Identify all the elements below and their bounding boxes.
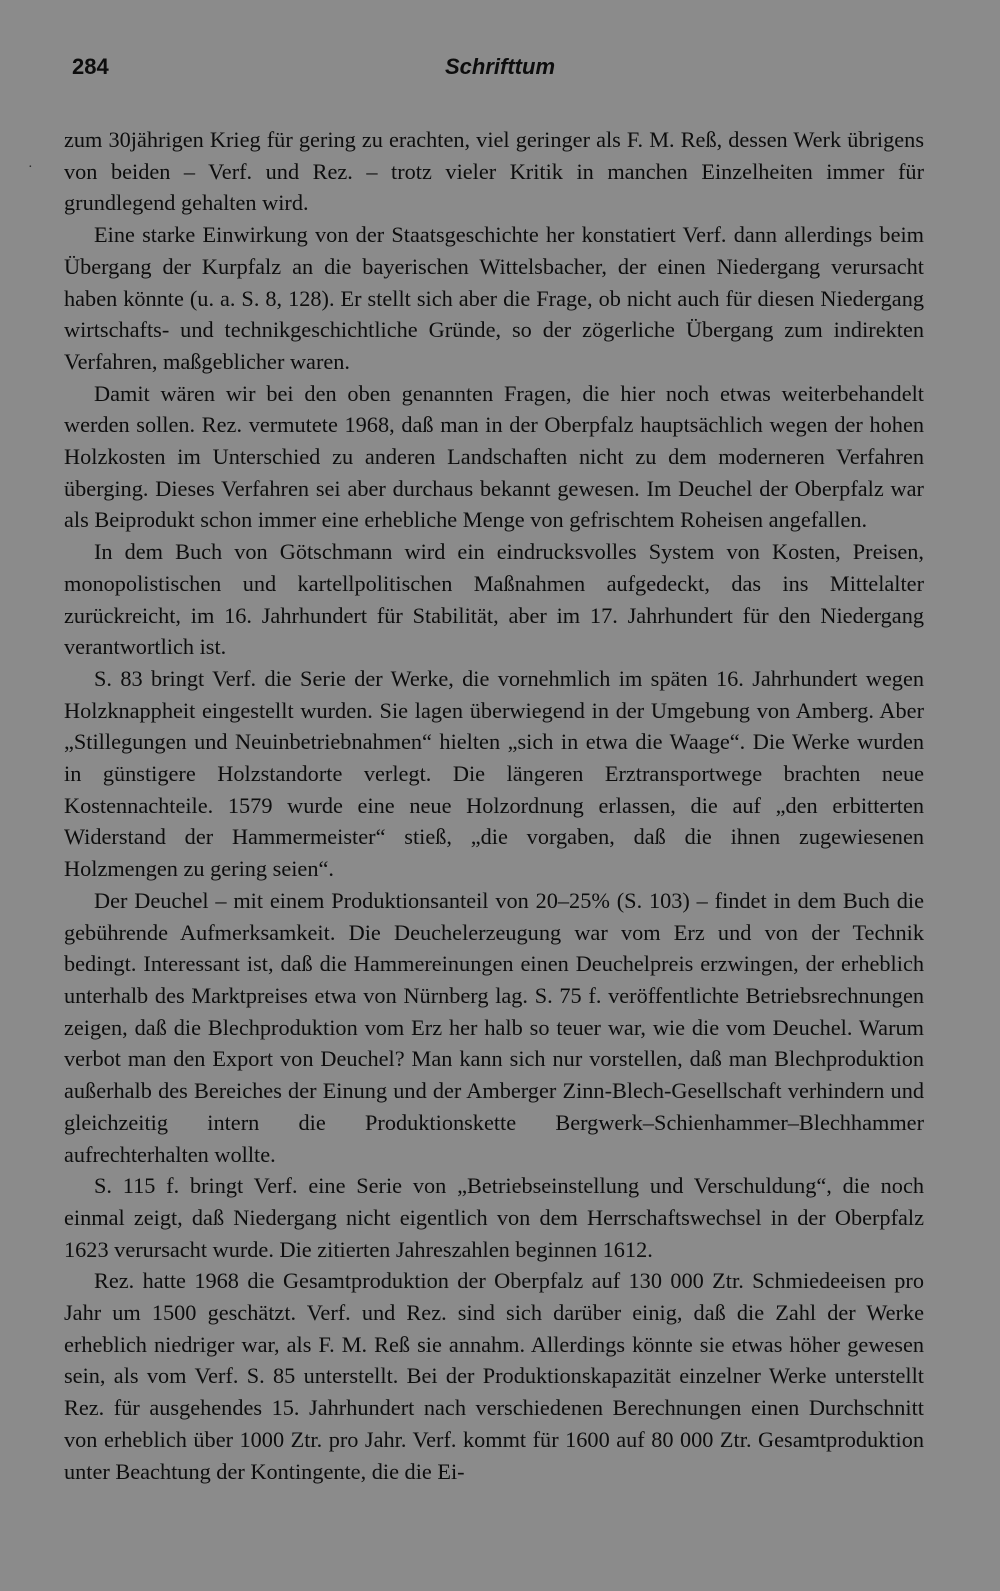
paragraph: In dem Buch von Götschmann wird ein eindrucksvolles System von Kosten, Preisen, monopolistischen und kartellpolitischen Maßnahmen aufgedeckt, das ins Mittelalter zurückreicht, im 16. Jahrhundert für Stabilität, aber im 17. Jahrhundert für den Niedergang verantwortlich ist. (64, 539, 924, 660)
paragraph: zum 30jährigen Krieg für gering zu erachten, viel geringer als F. M. Reß, dessen Werk übrigens von beiden – Verf. und Rez. – trotz vieler Kritik in manchen Einzelheiten immer für grundlegend gehalten wird. (64, 127, 924, 216)
paragraph: Damit wären wir bei den oben genannten Fragen, die hier noch etwas weiterbehandelt werden sollen. Rez. vermutete 1968, daß man in der Oberpfalz hauptsächlich wegen der hohen Holzkosten im Unterschied zu anderen Landschaften nicht zu dem moderneren Verfahren überging. Dieses Verfahren sei aber durchaus bekannt gewesen. Im Deuchel der Oberpfalz war als Beiprodukt schon immer eine erhebliche Menge von gefrischtem Roheisen angefallen. (64, 380, 924, 533)
margin-mark: · (28, 160, 33, 175)
page-header (64, 54, 936, 86)
paragraph: Eine starke Einwirkung von der Staatsgeschichte her konstatiert Verf. dann allerdings beim Übergang der Kurpfalz an die bayerischen Wittelsbacher, der einen Niedergang verursacht haben könnte (u. a. S. 8, 128). Er stellt sich aber die Frage, ob nicht auch für diesen Niedergang wirtschafts- und technikgeschichtliche Gründe, so der zögerliche Übergang zum indirekten Verfahren, maßgeblicher waren. (64, 222, 924, 374)
running-head: Schrifttum (445, 54, 555, 79)
paragraph: Rez. hatte 1968 die Gesamtproduktion der Oberpfalz auf 130 000 Ztr. Schmiedeeisen pro Jahr um 1500 geschätzt. Verf. und Rez. sind sich darüber einig, daß die Zahl der Werke erheblich niedriger war, als F. M. Reß sie annahm. Allerdings könnte sie etwas höher gewesen sein, als vom Verf. S. 85 unterstellt. Bei der Produktionskapazität einzelner Werke unterstellt Rez. für ausgehendes 15. Jahrhundert nach verschiedenen Berechnungen einen Durchschnitt von erheblich über 1000 Ztr. pro Jahr. Verf. kommt für 1600 auf 80 000 Ztr. Gesamtproduktion unter Beachtung der Kontingente, die die Ei- (64, 1268, 924, 1484)
body-text (64, 124, 924, 1487)
paragraph: Der Deuchel – mit einem Produktionsanteil von 20–25% (S. 103) – findet in dem Buch die gebührende Aufmerksamkeit. Die Deuchelerzeugung war vom Erz und von der Technik bedingt. Interessant ist, daß die Hammereinungen einen Deuchelpreis erzwingen, der erheblich unterhalb des Marktpreises etwa von Nürnberg lag. S. 75 f. veröffentlichte Betriebsrechnungen zeigen, daß die Blechproduktion vom Erz her halb so teuer war, wie die vom Deuchel. Warum verbot man den Export von Deuchel? Man kann sich nur vorstellen, daß man Blechproduktion außerhalb des Bereiches der Einung und der Amberger Zinn-Blech-Gesellschaft verhindern und gleichzeitig intern die Produktionskette Bergwerk–Schienhammer–Blechhammer aufrechterhalten wollte. (64, 887, 924, 1167)
paragraph: S. 115 f. bringt Verf. eine Serie von „Betriebseinstellung und Verschuldung“, die noch einmal zeigt, daß Niedergang nicht eigentlich von dem Herrschaftswechsel in der Oberpfalz 1623 verursacht wurde. Die zitierten Jahreszahlen beginnen 1612. (64, 1173, 924, 1262)
paragraph: S. 83 bringt Verf. die Serie der Werke, die vornehmlich im späten 16. Jahrhundert wegen Holzknappheit eingestellt wurden. Sie lagen überwiegend in der Umgebung von Amberg. Aber „Stillegungen und Neuinbetriebnahmen“ hielten „sich in etwa die Waage“. Die Werke wurden in günstigere Holzstandorte verlegt. Die längeren Erztransportwege brachten neue Kostennachteile. 1579 wurde eine neue Holzordnung erlassen, die auf „den erbitterten Widerstand der Hammermeister“ stieß, „die vorgaben, daß die ihnen zugewiesenen Holzmengen zu gering seien“. (64, 665, 924, 882)
page-number: 284 (72, 54, 109, 79)
